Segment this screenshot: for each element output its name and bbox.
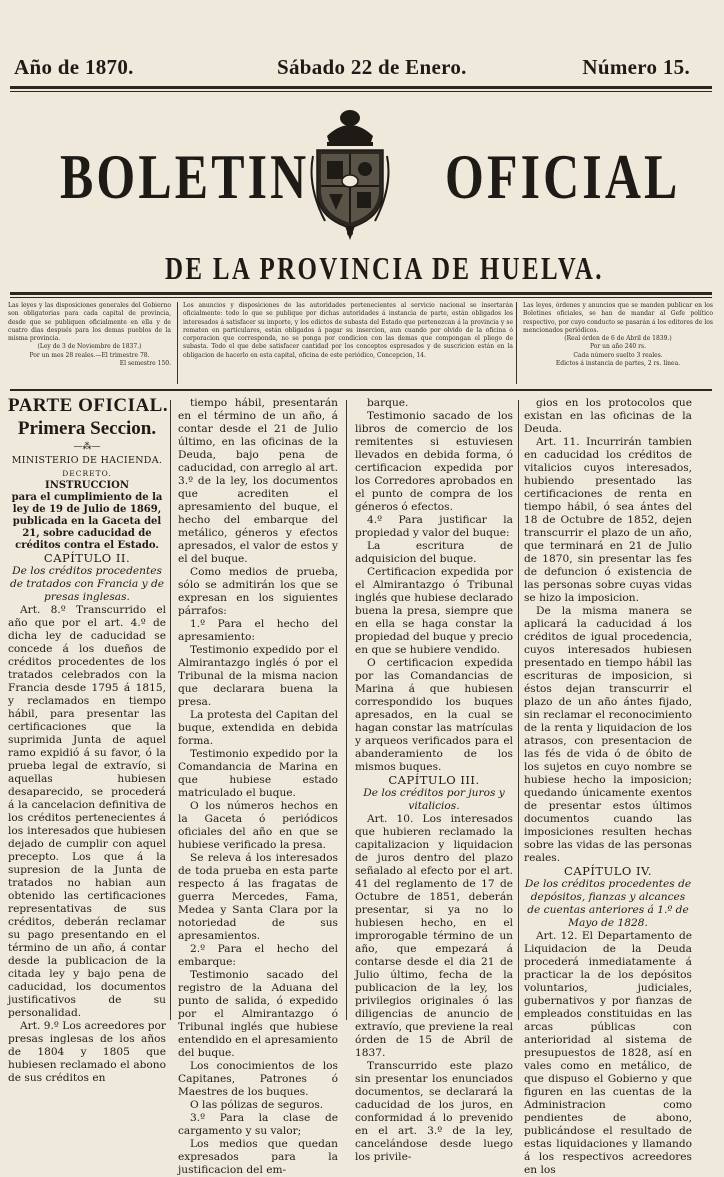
column-1 [8,395,169,1084]
article-paragraph: barque. [367,397,409,409]
article-paragraph: gios en los protocolos que existan en las oficinas de la Deuda. [524,397,692,435]
masthead-right-word: OFICIAL [445,141,681,212]
article-paragraph: Art. 8.º Transcurrido el año que por el art. 4.º de dicha ley de caducidad se concede á los dueños de créditos procedentes de los tratados celebrados con la Francia desde 1795 á 1815, y reclamados en tiempo hábil, para presentar las certificaciones que la suprimida Junta de aquel ramo expidió á su favor, ó la prueba legal de extravío, si aquellas hubiesen desaparecido, se procederá á la cancelacion definitiva de los créditos pertenecientes á los interesados que hubiesen dejado de cumplir con aquel precepto. Los que á la supresion de la Junta de tratados no habian aun obtenido las certificaciones representativas de sus créditos, deberán reclamar su pago presentando en el término de un año, á contar desde la publicacion de la citada ley y bajo pena de caducidad, los documentos justificativos de su personalidad. [8,604,166,1019]
notice-divider [516,302,517,384]
chapter-subtitle: De los créditos por juros y vitalicios. [363,787,505,812]
notice-left [8,302,171,368]
article-paragraph: Testimonio expedido por la Comandancia de Marina en que hubiese estado matriculado el buque. [178,748,338,799]
chapter-subtitle: De los créditos procedentes de tratados con Francia y de presas inglesas. [9,565,165,603]
article-paragraph: Certificacion expedida por el Almirantazgo ó Tribunal inglés que hubiese declarado buena la presa, siempre que en ella se haga constar la propiedad del buque y precio en que se hubiere vendido. [355,566,513,656]
notice-left-price2: El semestre 150. [119,360,171,368]
article-paragraph: O certificacion expedida por las Comandancias de Marina á que hubiesen correspondido los buques apresados, en la cual se hagan constar las matrículas y arqueos verificados para el abanderamiento de los mismos buques. [355,657,513,773]
chapter-heading: CAPÍTULO IV. [564,864,652,878]
article-paragraph: 2.º Para el hecho del embarque: [178,943,338,968]
column-divider [518,400,519,1020]
notice-center [183,302,513,360]
issue-year: Año de 1870. [14,55,134,79]
ornament-divider: —⁂— [73,442,101,452]
top-rule-thick [10,86,712,89]
article-paragraph: La escritura de adquisicion del buque. [355,540,513,565]
issue-date: Sábado 22 de Enero. [277,55,467,79]
masthead-rule-thin [10,297,712,298]
article-paragraph: La protesta del Capitan del buque, extendida en debida forma. [178,709,338,747]
article-paragraph: O los números hechos en la Gaceta ó periódicos oficiales del año en que se hubiese verificado la presa. [178,800,338,851]
article-paragraph: O las pólizas de seguros. [190,1099,324,1111]
masthead-left-word: BOLETIN [60,141,310,212]
article-paragraph: 4.º Para justificar la propiedad y valor del buque: [355,514,513,539]
column-3 [355,397,513,1163]
article-paragraph: De la misma manera se aplicará la caducidad á los créditos de igual procedencia, cuyos interesados hubiesen presentado en tiempo hábil las escrituras de imposicion, si éstos dejan transcurrir el plazo de un año ántes fijado, sin reclamar el reconocimiento de la renta y liquidacion de los atrasos, con presentacion de las fés de vida ó de óbito de los sujetos en cuyo nombre se hubiese hecho la imposicion; quedando únicamente exentos de presentar estos últimos documentos cuando las imposiciones resulten hechas sobre las vidas de las personas reales. [524,605,692,864]
notice-right [523,302,713,368]
notice-left-law: (Ley de 3 de Noviembre de 1837.) [37,343,142,351]
column-4 [524,397,692,1176]
article-paragraph: Testimonio sacado de los libros de comercio de los remitentes si estuviesen llevados en debida forma, ó certificacion expedida por los Corredores aprobados en el punto de compra de los géneros ó efectos. [355,410,513,513]
top-rule-thin [10,91,712,92]
primera-seccion-heading: Primera Seccion. [17,418,157,439]
article-paragraph: Art. 12. El Departamento de Liquidacion de la Deuda procederá inmediatamente á practicar la de los depósitos voluntarios, judiciales, gubernativos y por fianzas de empleados constituidas en las arcas públicas con anterioridad al sistema de presupuestos de 1828, así en vales como en metálico, de que dispuso el Gobierno y que figuren en las cuentas de la Administracion como pendientes de abono, publicándose el resultado de estas liquidaciones y llamando á los respectivos acreedores en los [524,930,692,1176]
article-paragraph: Art. 11. Incurrirán tambien en caducidad los créditos de vitalicios cuyos interesados, hubiendo presentado las certificaciones de renta en tiempo hábil, ó sea ántes del 18 de Octubre de 1852, dejen transcurrir el plazo de un año, que terminará en 21 de Julio de 1870, sin presentar las fes de defuncion ó existencia de las personas sobre cuyas vidas se hizo la imposicion. [524,436,692,604]
column-divider [346,400,347,1020]
notice-center-text: Los anuncios y disposiciones de las autoridades pertenecientes al servicio nacional se insertarán oficialmente: todo lo que se publique por dichas autoridades á instancia de parte, están obligados los interesados á satisfacer su importe, y los edictos de subasta del Estado que pertenezcan á la provincia y se rematen en particulares, están obligados á pagar su insercion, aun cuando por olvido de la oficina ó corporacion que corresponda, no se ponga por condicion con las demas que compongan el pliego de subasta. Todo el que debe satisfacer cantidad por los conceptos espresados y de suscricion están en la obligacion de hacerlo en esta capital, oficina de este periódico, Concepcion, 14. [183,302,513,359]
article-paragraph: Testimonio sacado del registro de la Aduana del punto de salida, ó expedido por el Almirantazgo ó Tribunal inglés que hubiese entendido en el apresamiento del buque. [178,969,338,1059]
masthead-subtitle: DE LA PROVINCIA DE HUELVA. [165,250,604,286]
notice-right-price: Por un año 240 rs. [590,343,646,351]
column-2 [178,397,338,1176]
article-paragraph: Los medios que quedan expresados para la justificacion del em- [178,1138,338,1176]
instruccion-title: INSTRUCCION [45,480,129,491]
royal-coat-of-arms-icon [305,106,395,241]
article-paragraph: Transcurrido este plazo sin presentar los enunciados documentos, se declarará la caducidad de los juros, en conformidad á lo prevenido en el art. 3.º de la ley, cancelándose desde luego los privile- [355,1060,513,1163]
parte-oficial-heading: PARTE OFICIAL. [8,395,169,416]
ministerio-heading: MINISTERIO DE HACIENDA. [11,455,163,466]
issue-number: Número 15. [582,55,690,79]
article-paragraph: 3.º Para la clase de cargamento y su valor; [178,1112,338,1137]
article-paragraph: Como medios de prueba, sólo se admitirán los que se expresan en los siguientes párrafos: [178,566,338,617]
chapter-heading: CAPÍTULO II. [43,551,131,565]
article-paragraph: Se releva á los interesados de toda prueba en esta parte respecto á las fragatas de guerra Mercedes, Fama, Medea y Santa Clara por la notoriedad de sus apresamientos. [178,852,338,942]
notice-divider [177,302,178,384]
issue-line [14,55,710,95]
article-paragraph: Art. 10. Los interesados que hubieren reclamado la capitalizacion y liquidacion de juros dentro del plazo señalado al efecto por el art. 41 del reglamento de 17 de Octubre de 1851, deberán presentar, si ya no lo hubiesen hecho, en el improrogable término de un año, que empezará á contarse desde el dia 21 de Julio último, fecha de la publicacion de la ley, los privilegios originales ó las diligencias de anuncio de extravío, que previene la real órden de 15 de Abril de 1837. [355,813,513,1059]
body-rule [10,389,712,391]
article-paragraph: 1.º Para el hecho del apresamiento: [178,618,338,643]
subscription-notices [8,302,714,386]
instruccion-text: para el cumplimiento de la ley de 19 de Julio de 1869, publicada en la Gaceta del 21, sobre caducidad de créditos contra el Estado. [11,492,163,551]
article-paragraph: Los conocimientos de los Capitanes, Patrones ó Maestres de los buques. [178,1060,338,1098]
column-divider [170,400,171,1020]
article-paragraph: Art. 9.º Los acreedores por presas inglesas de los años de 1804 y 1805 que hubiesen reclamado el abono de sus créditos en [8,1020,166,1084]
notice-right-law: (Real órden de 6 de Abril de 1839.) [564,335,672,343]
article-paragraph: tiempo hábil, presentarán en el término de un año, á contar desde el 21 de Julio último, en las oficinas de la Deuda, bajo pena de caducidad, con arreglo al art. 3.º de la ley, los documentos que acrediten el apresamiento del buque, el hecho del embarque del metálico, géneros y efectos apresados, el valor de estos y el del buque. [178,397,338,565]
notice-left-text: Las leyes y las disposiciones generales del Gobierno son obligatorias para cada capital de provincia, desde que se publiquen oficialmente en ella y de cuatro dias después para los demas pueblos de la misma provincia. [8,302,171,343]
masthead-rule-thick [10,292,712,295]
notice-right-text: Las leyes, órdenes y anuncios que se manden publicar en los Boletines oficiales, se han de mandar al Gefe político respectivo, por cuyo conducto se pasarán á los editores de los mencionados periódicos. [523,302,713,334]
chapter-subtitle: De los créditos procedentes de depósitos, fianzas y alcances de cuentas anteriores á 1.º de Mayo de 1828. [524,878,692,929]
decreto-label: DECRETO. [62,469,112,478]
notice-right-edicts: Edictos á instancia de partes, 2 rs. línea. [555,360,681,368]
article-paragraph: Testimonio expedido por el Almirantazgo inglés ó por el Tribunal de la misma nacion que declarara buena la presa. [178,644,338,708]
notice-right-single: Cada número suelto 3 reales. [573,351,663,359]
notice-left-price: Por un mes 28 reales.—El trimestre 78. [29,351,150,359]
chapter-heading: CAPÍTULO III. [388,773,480,787]
